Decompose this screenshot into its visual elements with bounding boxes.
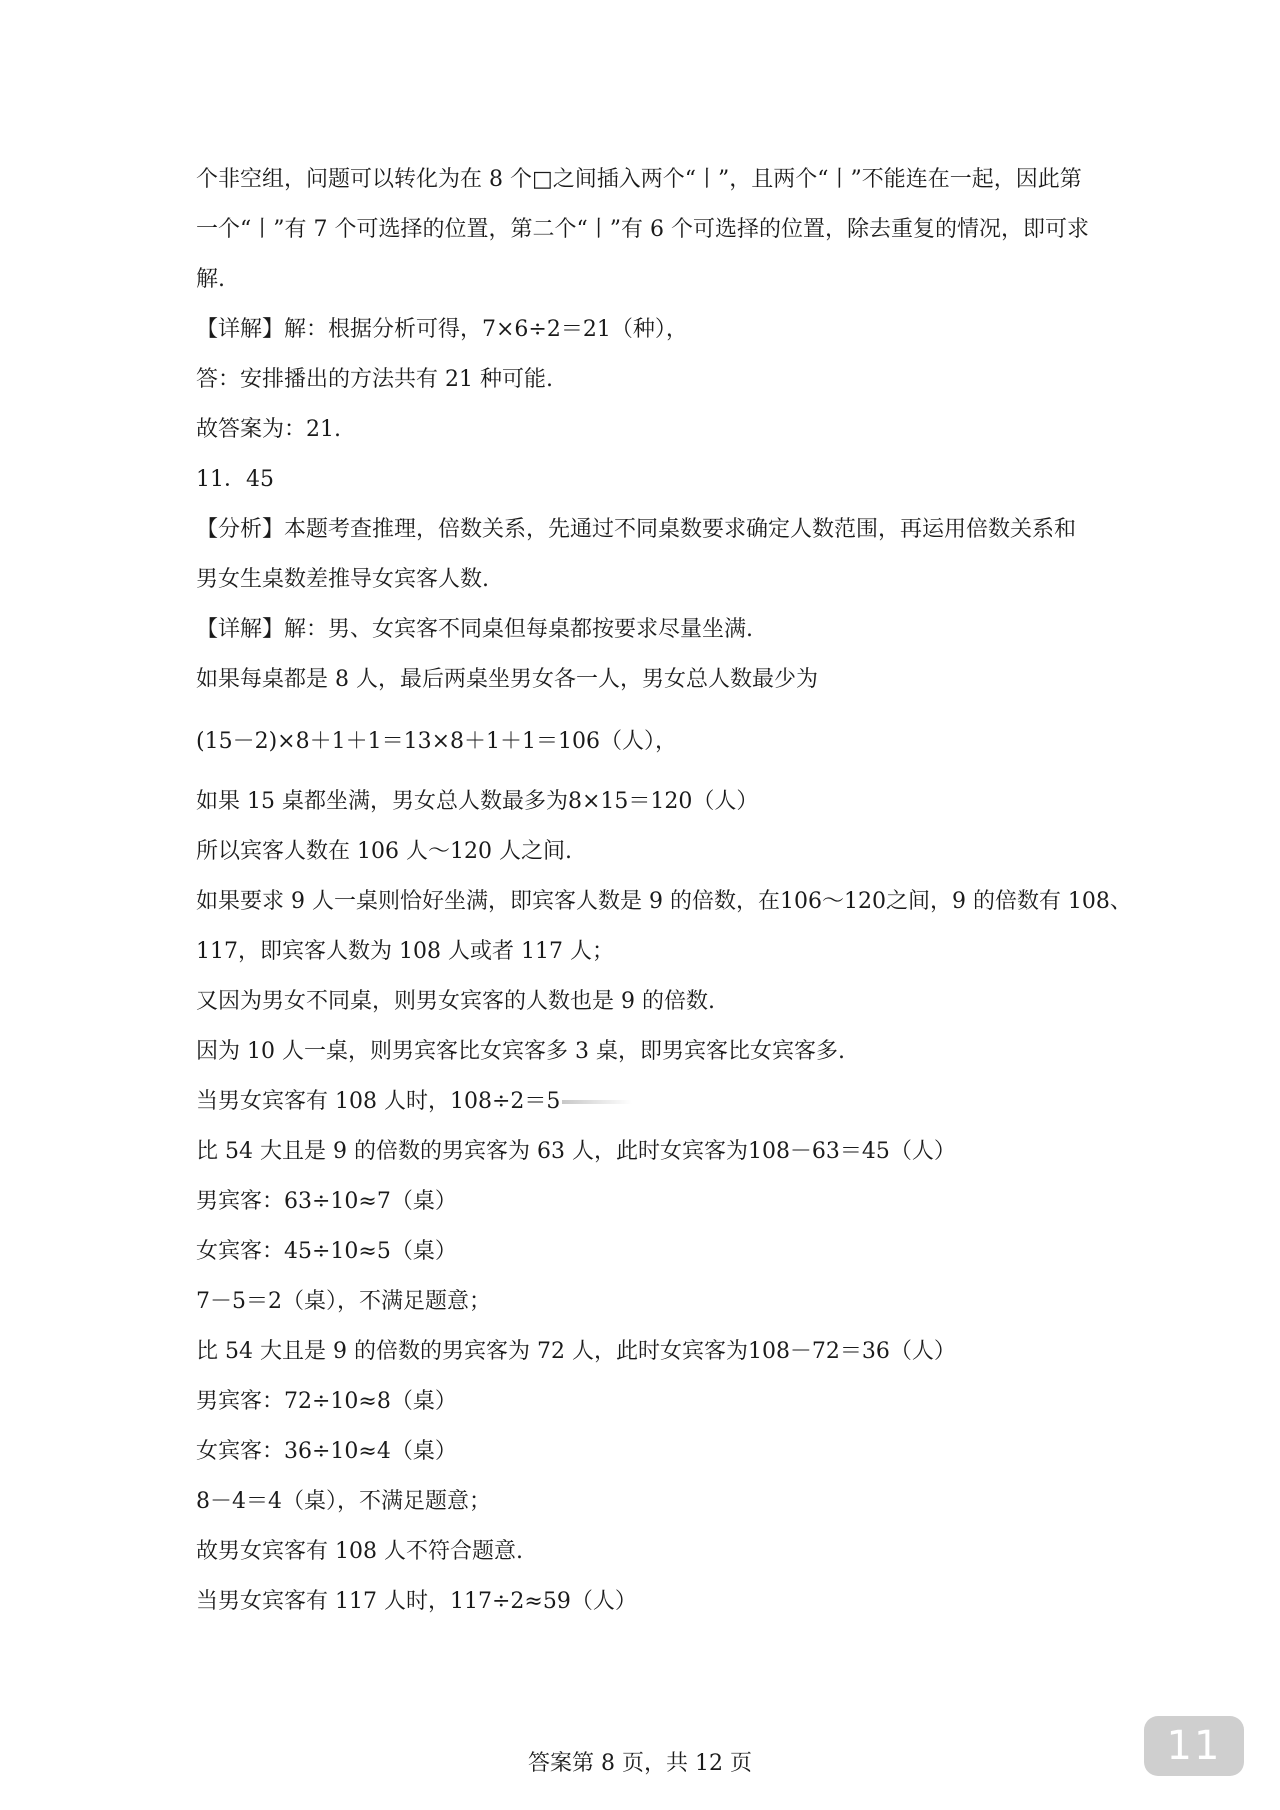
text-line: 如果要求 9 人一桌则恰好坐满，即宾客人数是 9 的倍数，在106～120之间，9 的倍数有 108、 [196,889,1132,914]
text-line: 8－4＝4（桌），不满足题意； [196,1489,491,1514]
text-line: 一个“丨”有 7 个可选择的位置，第二个“丨”有 6 个可选择的位置，除去重复的情况，即可求 [196,217,1089,242]
text-line: 男宾客：63÷10≈7（桌） [196,1189,457,1214]
text-line: 故男女宾客有 108 人不符合题意. [196,1539,523,1564]
text-line: 117，即宾客人数为 108 人或者 117 人； [196,939,614,964]
text-line: 比 54 大且是 9 的倍数的男宾客为 63 人，此时女宾客为108－63＝45（人） [196,1139,956,1164]
text-line: 因为 10 人一桌，则男宾客比女宾客多 3 桌，即男宾客比女宾客多. [196,1039,845,1064]
question-number: 11．45 [196,467,274,492]
text-line: 女宾客：45÷10≈5（桌） [196,1239,457,1264]
text-line: 比 54 大且是 9 的倍数的男宾客为 72 人，此时女宾客为108－72＝36（人） [196,1339,956,1364]
formula-line: (15－2)×8＋1＋1＝13×8＋1＋1＝106（人）， [196,729,677,754]
text-line: 个非空组，问题可以转化为在 8 个□之间插入两个“丨”，且两个“丨”不能连在一起，因此第 [196,167,1082,192]
text-line: 答：安排播出的方法共有 21 种可能. [196,367,553,392]
text-line: 如果 15 桌都坐满，男女总人数最多为8×15＝120（人） [196,789,759,814]
truncated-text: 当男女宾客有 108 人时，108÷2＝5 [196,1089,561,1114]
text-line: 【详解】解：根据分析可得，7×6÷2＝21（种）， [196,317,688,342]
text-line: 又因为男女不同桌，则男女宾客的人数也是 9 的倍数. [196,989,715,1014]
text-line: 【详解】解：男、女宾客不同桌但每桌都按要求尽量坐满. [196,617,753,642]
text-line-truncated [196,1086,632,1118]
text-line: 解. [196,267,225,292]
text-line: 女宾客：36÷10≈4（桌） [196,1439,457,1464]
text-line: 故答案为：21. [196,417,341,442]
text-line: 【分析】本题考查推理，倍数关系，先通过不同桌数要求确定人数范围，再运用倍数关系和 [196,517,1077,542]
text-line: 所以宾客人数在 106 人～120 人之间. [196,839,572,864]
text-line: 如果每桌都是 8 人，最后两桌坐男女各一人，男女总人数最少为 [196,667,818,692]
text-line: 当男女宾客有 117 人时，117÷2≈59（人） [196,1589,637,1614]
text-line: 男女生桌数差推导女宾客人数. [196,567,489,592]
fade-mark [562,1100,632,1104]
page-number-badge: 11 [1144,1716,1244,1776]
page-footer: 答案第 8 页，共 12 页 [528,1751,752,1776]
text-line: 男宾客：72÷10≈8（桌） [196,1389,457,1414]
text-line: 7－5＝2（桌），不满足题意； [196,1289,491,1314]
